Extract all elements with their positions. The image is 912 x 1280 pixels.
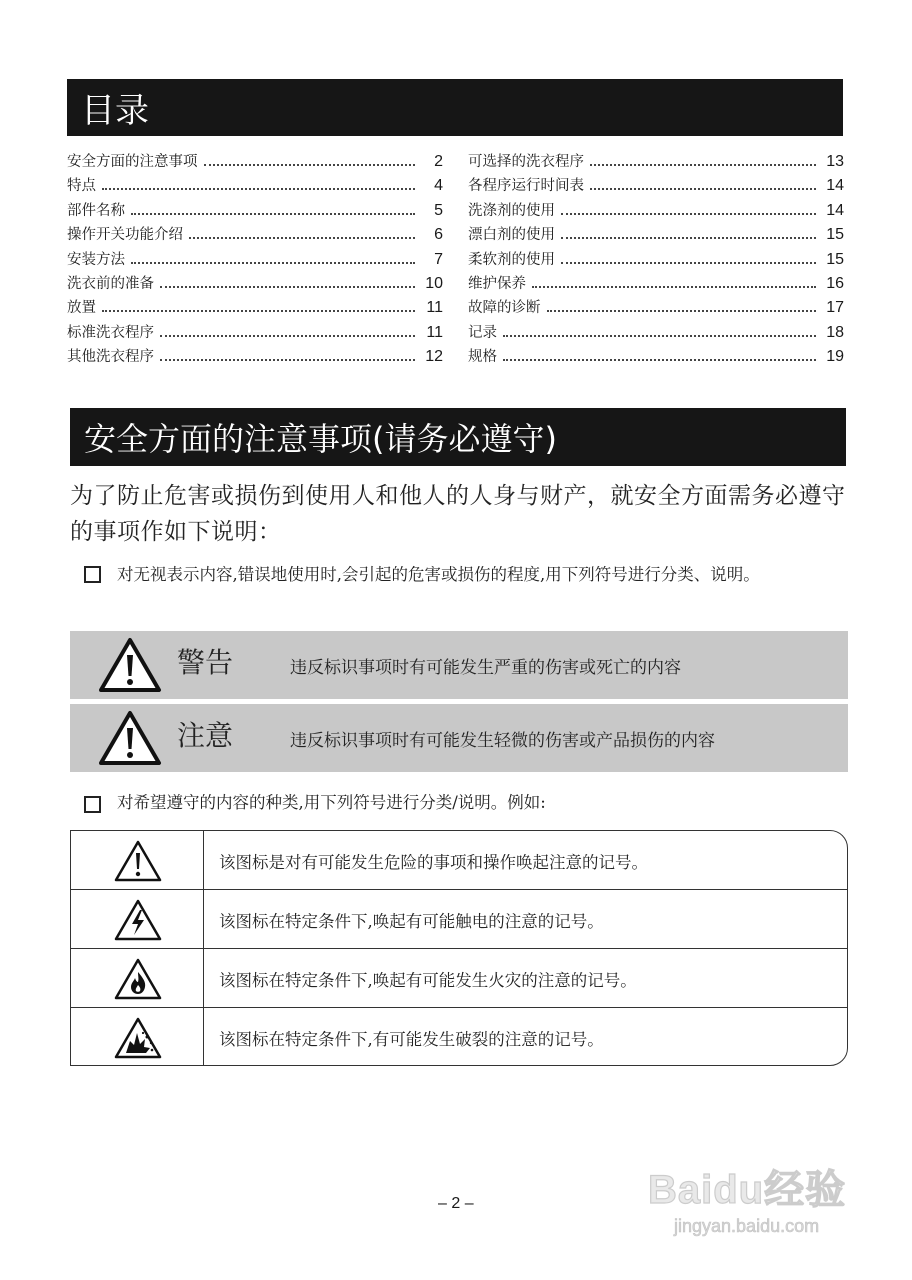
toc-item-label: 放置 <box>67 300 96 317</box>
checkbox-square-icon <box>84 566 101 583</box>
toc-item-label: 洗涤剂的使用 <box>468 202 555 219</box>
table-row <box>71 890 847 949</box>
toc-item[interactable] <box>67 272 443 296</box>
symbol-description: 该图标是对有可能发生危险的事项和操作唤起注意的记号。 <box>219 853 648 872</box>
checkbox-square-icon <box>84 796 101 813</box>
toc-item[interactable] <box>67 174 443 198</box>
toc-leader-dots <box>547 310 817 312</box>
toc-leader-dots <box>102 188 415 190</box>
toc-item-label: 故障的诊断 <box>468 300 541 317</box>
toc-item-page: 5 <box>434 201 443 219</box>
toc-item-label: 其他洗衣程序 <box>67 349 154 366</box>
toc-item-page: 12 <box>425 348 443 366</box>
toc-item-page: 17 <box>826 299 844 317</box>
toc-item-page: 18 <box>826 323 844 341</box>
toc-leader-dots <box>532 286 816 288</box>
toc-leader-dots <box>590 188 816 190</box>
toc-item-label: 维护保养 <box>468 275 526 292</box>
toc-item-label: 漂白剂的使用 <box>468 227 555 244</box>
toc-item-label: 安全方面的注意事项 <box>67 154 198 170</box>
caution-description: 违反标识事项时有可能发生轻微的伤害或产品损伤的内容 <box>290 731 715 751</box>
safety-title: 安全方面的注意事项(请务必遵守) <box>84 420 557 458</box>
toc-leader-dots <box>131 262 415 264</box>
toc-leader-dots <box>561 213 816 215</box>
symbol-table <box>70 830 848 1066</box>
toc-right-column <box>468 150 844 370</box>
toc-item-label: 部件名称 <box>67 202 125 219</box>
toc-item-page: 16 <box>826 274 844 292</box>
toc-item[interactable] <box>67 321 443 345</box>
explosion-triangle-icon <box>114 1017 162 1059</box>
toc-item[interactable] <box>468 345 844 369</box>
toc-item-page: 4 <box>434 177 443 195</box>
toc-item[interactable] <box>67 345 443 369</box>
toc-item[interactable] <box>468 199 844 223</box>
classification-note: 对无视表示内容,错误地使用时,会引起的危害或损伤的程度,用下列符号进行分类、说明。 <box>117 565 760 584</box>
toc-item[interactable] <box>67 150 443 174</box>
toc-item-page: 19 <box>826 348 844 366</box>
toc-item-page: 6 <box>434 226 443 244</box>
symbol-description: 该图标在特定条件下,有可能发生破裂的注意的记号。 <box>219 1030 604 1049</box>
toc-leader-dots <box>561 262 816 264</box>
caution-triangle-icon <box>98 710 162 766</box>
symbol-icon-cell <box>71 1008 204 1066</box>
toc-item[interactable] <box>67 223 443 247</box>
symbol-icon-cell <box>71 949 204 1007</box>
watermark <box>648 1140 858 1250</box>
table-row <box>71 949 847 1008</box>
toc-title-bar <box>67 79 843 136</box>
toc-item-label: 柔软剂的使用 <box>468 251 555 268</box>
symbol-description: 该图标在特定条件下,唤起有可能触电的注意的记号。 <box>219 912 604 931</box>
safety-title-bar <box>70 408 846 466</box>
symbol-type-note: 对希望遵守的内容的种类,用下列符号进行分类/说明。例如: <box>117 793 546 812</box>
toc-item-page: 11 <box>426 323 443 341</box>
toc-leader-dots <box>131 213 415 215</box>
toc-item[interactable] <box>468 321 844 345</box>
toc-left-column <box>67 150 443 370</box>
toc-item-page: 10 <box>425 274 443 292</box>
toc-item-label: 记录 <box>468 324 497 341</box>
toc-item-label: 特点 <box>67 178 96 195</box>
toc-item-label: 安装方法 <box>67 251 125 268</box>
table-row <box>71 831 847 890</box>
toc-leader-dots <box>160 335 415 337</box>
toc-item-page: 14 <box>826 201 844 219</box>
toc-item-page: 13 <box>826 153 844 170</box>
table-row <box>71 1008 847 1066</box>
symbol-description: 该图标在特定条件下,唤起有可能发生火灾的注意的记号。 <box>219 971 637 990</box>
page-number: – 2 – <box>438 1195 474 1212</box>
toc-item-label: 操作开关功能介绍 <box>67 227 183 244</box>
warning-triangle-icon <box>98 637 162 693</box>
toc-item-label: 标准洗衣程序 <box>67 324 154 341</box>
caution-box <box>70 704 848 772</box>
toc-item-page: 2 <box>434 153 443 170</box>
toc-item[interactable] <box>67 199 443 223</box>
toc-item-page: 11 <box>426 299 443 317</box>
toc-item-label: 可选择的洗衣程序 <box>468 154 584 170</box>
toc-item[interactable] <box>468 174 844 198</box>
toc-leader-dots <box>189 237 415 239</box>
symbol-icon-cell <box>71 831 204 889</box>
toc-item-label: 各程序运行时间表 <box>468 178 584 195</box>
warning-title: 警告 <box>177 646 234 679</box>
symbol-icon-cell <box>71 890 204 948</box>
toc-item-label: 洗衣前的准备 <box>67 275 154 292</box>
toc-item[interactable] <box>67 296 443 320</box>
caution-title: 注意 <box>177 719 234 752</box>
toc-leader-dots <box>160 359 415 361</box>
safety-intro-text: 为了防止危害或损伤到使用人和他人的人身与财产，就安全方面需务必遵守的事项作如下说明： <box>70 483 846 545</box>
toc-leader-dots <box>503 359 816 361</box>
toc-leader-dots <box>503 335 816 337</box>
watermark-url: jingyan.baidu.com <box>674 1216 820 1236</box>
toc-item-label: 规格 <box>468 349 497 366</box>
toc-title: 目录 <box>81 91 149 131</box>
warning-description: 违反标识事项时有可能发生严重的伤害或死亡的内容 <box>290 658 681 678</box>
toc-leader-dots <box>561 237 816 239</box>
toc-leader-dots <box>590 164 816 166</box>
warning-box <box>70 631 848 699</box>
toc-item[interactable] <box>468 248 844 272</box>
electric-shock-triangle-icon <box>114 899 162 941</box>
toc-item[interactable] <box>67 248 443 272</box>
toc-item-page: 15 <box>826 226 844 244</box>
toc-leader-dots <box>160 286 415 288</box>
toc-leader-dots <box>102 310 415 312</box>
toc-item-page: 15 <box>826 250 844 268</box>
toc-item[interactable] <box>468 296 844 320</box>
toc-item[interactable] <box>468 272 844 296</box>
toc-item-page: 14 <box>826 177 844 195</box>
toc-leader-dots <box>204 164 416 166</box>
toc-item[interactable] <box>468 150 844 174</box>
watermark-logo: Baidu经验 <box>648 1168 847 1212</box>
exclamation-triangle-icon <box>114 840 162 882</box>
fire-triangle-icon <box>114 958 162 1000</box>
toc-item[interactable] <box>468 223 844 247</box>
toc-item-page: 7 <box>434 250 443 268</box>
